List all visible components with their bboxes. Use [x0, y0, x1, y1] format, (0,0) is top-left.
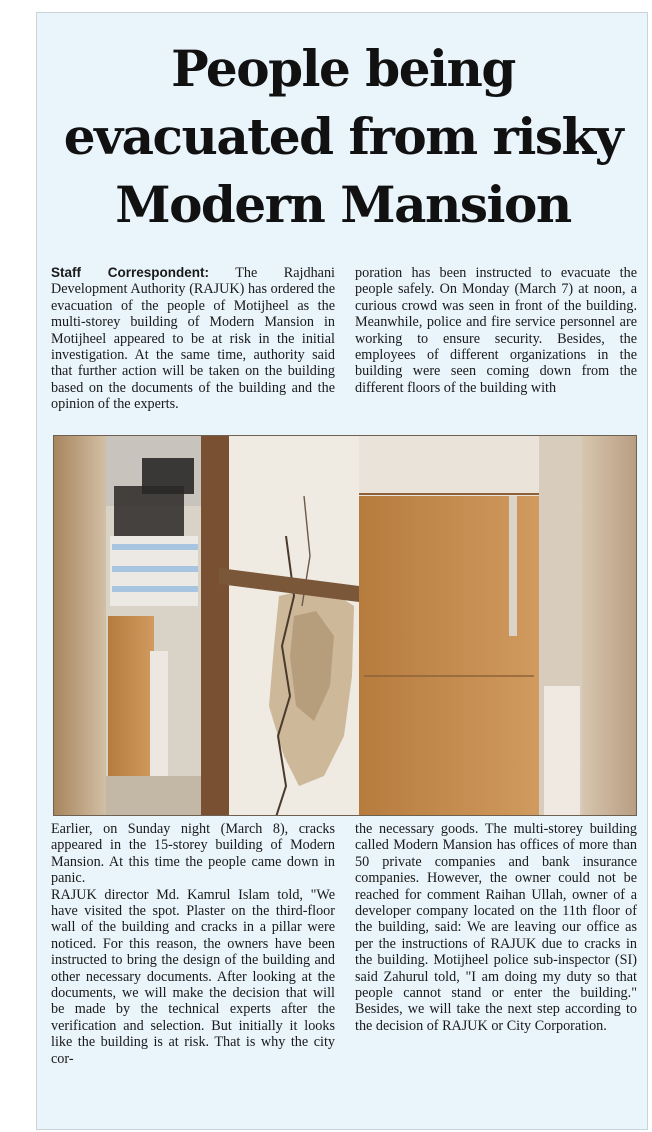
paragraph-1-text: The Rajdhani Development Authority (RAJUK) has ordered the evacuation of the people of Motijheel as the multi-storey building of Modern Mansion in Motijheel appeared to be at risk in the initial investigation. At the same time, authority said that further action will be taken on the building based on the documents of the building and the opinion of the experts.: [51, 265, 336, 413]
headline: People being evacuated from risky Modern Mansion: [63, 39, 623, 234]
cracked-pillar-photo: [53, 435, 637, 816]
paragraph-1-continued: poration has been instructed to evacuate the people safely. On Monday (March 7) at noon, a curious crowd was seen in front of the building. Meanwhile, police and fire service personnel are working to ensure security. Besides, the employees of different organizations in the building were seen coming down from the different floors of the building with: [355, 265, 637, 396]
paragraph-2: Earlier, on Sunday night (March 8), cracks appeared in the 15-storey building of Modern Mansion. At this time the people came down in panic.: [51, 821, 335, 887]
article-column-4: [355, 821, 637, 1034]
article-column-1: [51, 265, 335, 413]
photo-illustration: [54, 436, 637, 816]
paragraph-4: the necessary goods. The multi-storey building called Modern Mansion has offices of more than 50 private companies and bank insurance companies. However, the owner could not be reached for comment Raihan Ullah, owner of a developer company located on the 11th floor of the building, said: We are leaving our office as per the instructions of RAJUK due to cracks in the building. Motijheel police sub-inspector (SI) said Zahurul told, "I am doing my duty so that people cannot stand or enter the building." Besides, we will take the next step according to the decision of RAJUK or City Corporation.: [355, 821, 637, 1034]
byline: Staff Correspondent:: [51, 265, 209, 280]
paragraph-1: [51, 265, 335, 413]
newspaper-clipping: [36, 12, 648, 1130]
article-column-3: [51, 821, 335, 1067]
paragraph-3: RAJUK director Md. Kamrul Islam told, "We have visited the spot. Plaster on the third-floor wall of the building and cracks in a pillar were noticed. For this reason, the owners have been instructed to bring the design of the building and other necessary documents. After looking at the documents, we will make the decision that will be made by the technical experts after the verification and selection. But initially it looks like the building is at risk. That is why the city cor-: [51, 886, 335, 1067]
article-column-2: [355, 265, 637, 396]
